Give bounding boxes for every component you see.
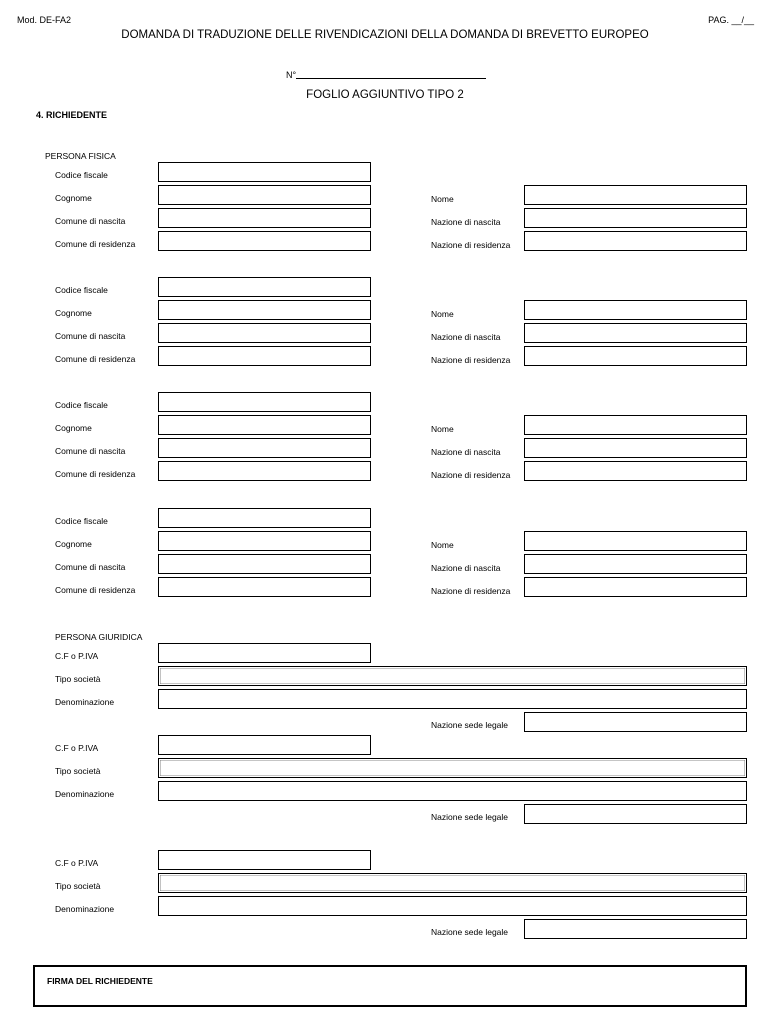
cf-piva-field[interactable] <box>158 735 371 755</box>
codice-fiscale-label: Codice fiscale <box>55 516 108 526</box>
nome-label: Nome <box>431 194 454 204</box>
cf-piva-label: C.F o P.IVA <box>55 651 99 661</box>
codice-fiscale-field[interactable] <box>158 392 371 412</box>
comune-nascita-field[interactable] <box>158 438 371 458</box>
nazione-nascita-label: Nazione di nascita <box>431 563 501 573</box>
nazione-nascita-field[interactable] <box>524 554 747 574</box>
form-title: DOMANDA DI TRADUZIONE DELLE RIVENDICAZIONI DELLA DOMANDA DI BREVETTO EUROPEO <box>121 29 649 41</box>
form-model-code: Mod. DE-FA2 <box>17 15 72 25</box>
nome-label: Nome <box>431 540 454 550</box>
nome-label: Nome <box>431 309 454 319</box>
cognome-field[interactable] <box>158 300 371 320</box>
nazione-sede-legale-field[interactable] <box>524 804 747 824</box>
nazione-sede-legale-label: Nazione sede legale <box>431 927 509 937</box>
comune-nascita-field[interactable] <box>158 323 371 343</box>
codice-fiscale-field[interactable] <box>158 277 371 297</box>
section-title: 4. RICHIEDENTE <box>36 110 108 120</box>
tipo-societa-field[interactable] <box>158 873 747 893</box>
nome-field[interactable] <box>524 300 747 320</box>
cognome-label: Cognome <box>55 308 92 318</box>
nazione-residenza-field[interactable] <box>524 231 747 251</box>
nome-field[interactable] <box>524 185 747 205</box>
tipo-societa-field[interactable] <box>158 758 747 778</box>
signature-box[interactable] <box>33 965 747 1007</box>
cognome-field[interactable] <box>158 531 371 551</box>
cognome-label: Cognome <box>55 539 92 549</box>
nazione-nascita-field[interactable] <box>524 323 747 343</box>
nazione-residenza-field[interactable] <box>524 577 747 597</box>
comune-residenza-label: Comune di residenza <box>55 585 136 595</box>
nome-label: Nome <box>431 424 454 434</box>
tipo-societa-label: Tipo società <box>55 881 101 891</box>
nazione-residenza-label: Nazione di residenza <box>431 470 511 480</box>
page-number: PAG. __/__ <box>708 15 754 25</box>
nome-field[interactable] <box>524 531 747 551</box>
nazione-residenza-field[interactable] <box>524 461 747 481</box>
tipo-societa-label: Tipo società <box>55 766 101 776</box>
nazione-sede-legale-field[interactable] <box>524 712 747 732</box>
comune-residenza-field[interactable] <box>158 577 371 597</box>
form-subtitle: FOGLIO AGGIUNTIVO TIPO 2 <box>306 89 464 101</box>
cf-piva-field[interactable] <box>158 643 371 663</box>
nazione-nascita-field[interactable] <box>524 438 747 458</box>
nome-field[interactable] <box>524 415 747 435</box>
cognome-field[interactable] <box>158 415 371 435</box>
comune-nascita-field[interactable] <box>158 208 371 228</box>
comune-residenza-label: Comune di residenza <box>55 239 136 249</box>
codice-fiscale-label: Codice fiscale <box>55 170 108 180</box>
nazione-residenza-label: Nazione di residenza <box>431 355 511 365</box>
denominazione-field[interactable] <box>158 896 747 916</box>
nazione-nascita-label: Nazione di nascita <box>431 447 501 457</box>
nazione-nascita-label: Nazione di nascita <box>431 332 501 342</box>
persona-giuridica-label: PERSONA GIURIDICA <box>55 632 143 642</box>
tipo-societa-label: Tipo società <box>55 674 101 684</box>
comune-nascita-label: Comune di nascita <box>55 562 126 572</box>
comune-residenza-label: Comune di residenza <box>55 469 136 479</box>
denominazione-label: Denominazione <box>55 789 115 799</box>
nazione-sede-legale-label: Nazione sede legale <box>431 720 509 730</box>
denominazione-field[interactable] <box>158 781 747 801</box>
signature-label: FIRMA DEL RICHIEDENTE <box>47 976 153 986</box>
persona-fisica-label: PERSONA FISICA <box>45 151 116 161</box>
cognome-field[interactable] <box>158 185 371 205</box>
comune-nascita-label: Comune di nascita <box>55 446 126 456</box>
denominazione-label: Denominazione <box>55 904 115 914</box>
codice-fiscale-label: Codice fiscale <box>55 285 108 295</box>
comune-residenza-label: Comune di residenza <box>55 354 136 364</box>
nazione-sede-legale-label: Nazione sede legale <box>431 812 509 822</box>
nazione-sede-legale-field[interactable] <box>524 919 747 939</box>
number-label: N° <box>286 70 297 80</box>
cf-piva-field[interactable] <box>158 850 371 870</box>
nazione-residenza-field[interactable] <box>524 346 747 366</box>
cf-piva-label: C.F o P.IVA <box>55 743 99 753</box>
cognome-label: Cognome <box>55 423 92 433</box>
comune-residenza-field[interactable] <box>158 231 371 251</box>
tipo-societa-field[interactable] <box>158 666 747 686</box>
codice-fiscale-field[interactable] <box>158 508 371 528</box>
codice-fiscale-field[interactable] <box>158 162 371 182</box>
nazione-nascita-field[interactable] <box>524 208 747 228</box>
comune-nascita-label: Comune di nascita <box>55 216 126 226</box>
denominazione-field[interactable] <box>158 689 747 709</box>
nazione-residenza-label: Nazione di residenza <box>431 586 511 596</box>
denominazione-label: Denominazione <box>55 697 115 707</box>
codice-fiscale-label: Codice fiscale <box>55 400 108 410</box>
number-field[interactable] <box>296 68 486 79</box>
comune-residenza-field[interactable] <box>158 346 371 366</box>
cognome-label: Cognome <box>55 193 92 203</box>
comune-nascita-field[interactable] <box>158 554 371 574</box>
nazione-residenza-label: Nazione di residenza <box>431 240 511 250</box>
comune-residenza-field[interactable] <box>158 461 371 481</box>
cf-piva-label: C.F o P.IVA <box>55 858 99 868</box>
comune-nascita-label: Comune di nascita <box>55 331 126 341</box>
nazione-nascita-label: Nazione di nascita <box>431 217 501 227</box>
